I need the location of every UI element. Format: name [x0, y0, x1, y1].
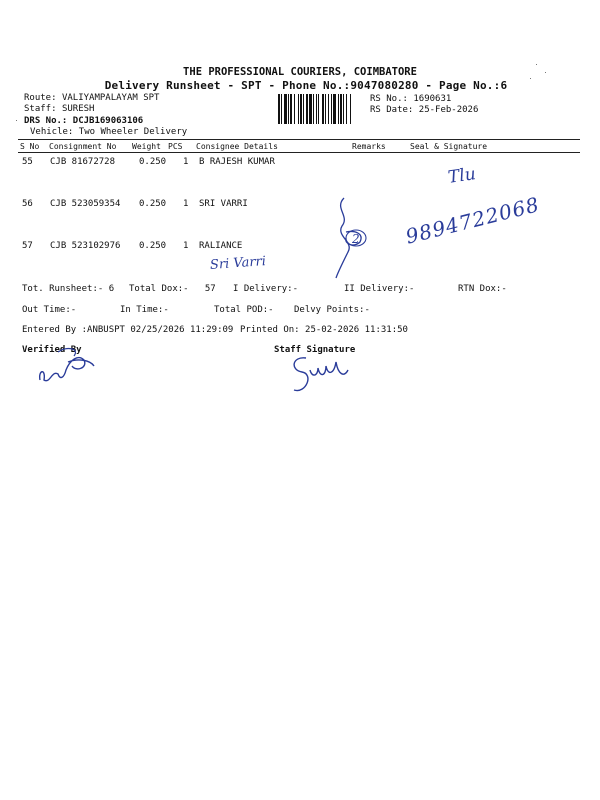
total-dox: Total Dox:- 57 — [129, 284, 216, 294]
scan-speck — [536, 64, 537, 65]
scan-speck — [530, 78, 531, 79]
header-rule-bottom — [18, 152, 580, 153]
rs-date-line — [370, 105, 478, 115]
col-consignee: Consignee Details — [196, 142, 278, 151]
row1-handwritten-signature: Tlu — [446, 164, 477, 188]
scan-speck — [545, 72, 546, 73]
route-label: Route: — [24, 93, 57, 103]
delvy-points: Delvy Points:- — [294, 305, 370, 315]
row-weight: 0.250 — [139, 157, 167, 167]
printed-on: Printed On: 25-02-2026 11:31:50 — [240, 325, 408, 335]
header-rule-top — [18, 139, 580, 140]
row-consignment: CJB 81672728 — [50, 157, 116, 167]
row-pcs: 1 — [183, 157, 189, 167]
handwritten-row-mark: 2 — [352, 232, 360, 246]
route-line — [24, 93, 159, 103]
verified-by-label: Verified By — [22, 345, 82, 355]
col-sno: S No — [20, 142, 40, 151]
handwritten-receiver-name: Sri Varri — [209, 254, 267, 273]
col-remarks: Remarks — [352, 142, 386, 151]
verified-by-signature — [28, 340, 108, 390]
row-pcs: 1 — [183, 241, 189, 251]
entered-by: Entered By :ANBUSPT 02/25/2026 11:29:09 — [22, 325, 234, 335]
col-consignment: Consignment No — [49, 142, 117, 151]
row-consignee: B RAJESH KUMAR — [199, 157, 275, 167]
col-weight: Weight — [132, 142, 161, 151]
staff-signature-label: Staff Signature — [274, 345, 356, 355]
rs-date-value: 25-Feb-2026 — [418, 105, 479, 115]
row-sno: 57 — [22, 241, 33, 251]
tot-runsheet: Tot. Runsheet:- 6 — [22, 284, 115, 294]
scan-speck — [16, 120, 17, 121]
row-consignment: CJB 523102976 — [50, 241, 121, 251]
row-weight: 0.250 — [139, 241, 167, 251]
rs-no-label: RS No.: — [370, 94, 408, 104]
drs-label: DRS No.: — [24, 116, 68, 126]
ii-delivery: II Delivery:- — [344, 284, 415, 294]
row-pcs: 1 — [183, 199, 189, 209]
rs-no-value: 1690631 — [413, 94, 452, 104]
rtn-dox: RTN Dox:- — [458, 284, 507, 294]
barcode — [278, 94, 366, 124]
total-pod: Total POD:- — [214, 305, 274, 315]
drs-line — [24, 116, 143, 126]
vehicle-value: Two Wheeler Delivery — [78, 127, 188, 137]
col-seal-signature: Seal & Signature — [410, 142, 488, 151]
handwritten-signature-scribble — [330, 192, 375, 282]
rs-date-label: RS Date: — [370, 105, 414, 115]
row-sno: 55 — [22, 157, 33, 167]
in-time: In Time:- — [120, 305, 169, 315]
col-pcs: PCS — [168, 142, 183, 151]
staff-label: Staff: — [24, 104, 57, 114]
vehicle-label: Vehicle: — [30, 127, 74, 137]
row-consignee: RALIANCE — [199, 241, 243, 251]
runsheet-title: Delivery Runsheet - SPT - Phone No.:9047080280 - Page No.:6 — [104, 79, 508, 92]
vehicle-line — [30, 127, 187, 137]
staff-signature — [284, 350, 354, 405]
out-time: Out Time:- — [22, 305, 77, 315]
company-title: THE PROFESSIONAL COURIERS, COIMBATORE — [183, 66, 417, 78]
row-consignee: SRI VARRI — [199, 199, 248, 209]
row-sno: 56 — [22, 199, 33, 209]
handwritten-phone-number: 9894722068 — [403, 192, 543, 249]
rs-no-line — [370, 94, 451, 104]
drs-value: DCJB169063106 — [72, 116, 144, 126]
staff-value: SURESH — [61, 104, 95, 114]
i-delivery: I Delivery:- — [233, 284, 299, 294]
staff-line — [24, 104, 94, 114]
row-consignment: CJB 523059354 — [50, 199, 121, 209]
route-value: VALIYAMPALAYAM SPT — [61, 93, 160, 103]
row-weight: 0.250 — [139, 199, 167, 209]
